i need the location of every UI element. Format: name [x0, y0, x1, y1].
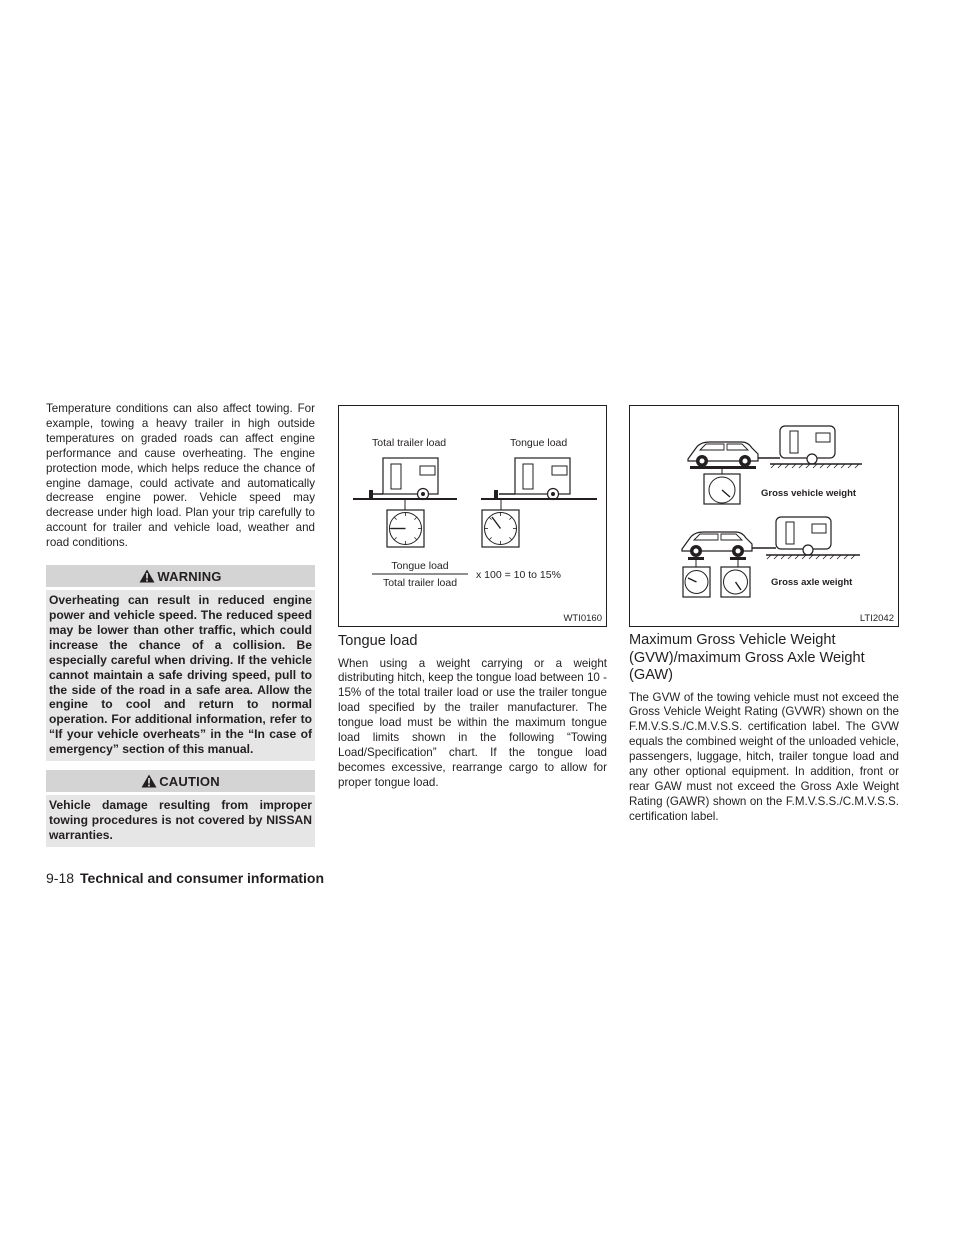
- caution-label: CAUTION: [159, 773, 220, 789]
- figure-code: LTI2042: [859, 613, 894, 624]
- car-top-icon: [688, 442, 758, 467]
- trailer-top-icon: [780, 426, 835, 464]
- trailer-left-icon: [369, 458, 438, 500]
- gaw-label: Gross axle weight: [771, 577, 853, 588]
- scale-right-icon: [482, 499, 519, 547]
- tongue-load-paragraph: When using a weight carrying or a weight distributing hitch, keep the tongue load between 10 - 15% of the total trailer load or use the trailer tongue load specified by the trailer manufacturer. The tongue load must be within the maximum tongue load limits shown in the following “Towing Load/Specification” chart. If the tongue load becomes excessive, rearrange cargo to allow for proper tongue load.: [338, 656, 607, 789]
- tongue-load-label: Tongue load: [510, 437, 568, 449]
- scale-rear-axle-icon: [721, 560, 750, 597]
- total-trailer-load-label: Total trailer load: [372, 437, 447, 449]
- trailer-right-icon: [494, 458, 570, 500]
- chapter-title: Technical and consumer information: [80, 870, 325, 886]
- fraction-denominator: Total trailer load: [382, 577, 458, 589]
- warning-label: WARNING: [157, 568, 222, 584]
- car-bottom-icon: [682, 532, 752, 557]
- warning-text: Overheating can result in reduced engine power and vehicle speed. The reduced speed may be lower than other traffic, which could increase the chance of a collision. Be especially careful when driving. If the vehicle cannot maintain a safe driving speed, pull to the side of the road in a safe area. Allow the engine to cool and return to normal operation. For additional information, refer to “If your vehicle overheats” in the “In case of emergency” section of this manual.: [46, 590, 315, 761]
- tongue-load-figure: [338, 405, 607, 627]
- gvw-gaw-figure: [629, 405, 899, 627]
- middle-column: [338, 405, 607, 791]
- page-number: 9-18: [46, 870, 75, 886]
- page-footer: [46, 870, 324, 886]
- right-column: [629, 405, 899, 825]
- tongue-load-diagram: [339, 406, 606, 626]
- left-column: [46, 402, 315, 847]
- scale-gvw-icon: [704, 469, 740, 504]
- gvw-gaw-paragraph: The GVW of the towing vehicle must not exceed the Gross Vehicle Weight Rating (GVWR) shown on the F.M.V.S.S./C.M.V.S.S. certification label. The GVW equals the combined weight of the unloaded vehicle, passengers, luggage, hitch, trailer tongue load and any other optional equipment. In addition, front or rear GAW must not exceed the Gross Axle Weight Rating (GAWR) shown on the F.M.V.S.S./C.M.V.S.S. certification label.: [629, 690, 899, 823]
- caution-header: [46, 770, 315, 792]
- figure-code: WTI0160: [563, 613, 602, 624]
- gvw-label: Gross vehicle weight: [761, 488, 857, 499]
- scale-front-axle-icon: [683, 560, 710, 597]
- caution-triangle-icon: [141, 774, 157, 788]
- gvw-gaw-diagram: [630, 406, 898, 626]
- gvw-gaw-heading: Maximum Gross Vehicle Weight (GVW)/maximum Gross Axle Weight (GAW): [629, 632, 865, 683]
- trailer-bottom-icon: [776, 517, 831, 555]
- scale-left-icon: [387, 499, 424, 547]
- tongue-load-formula: x 100 = 10 to 15%: [476, 569, 561, 581]
- tongue-load-heading: Tongue load: [338, 633, 418, 649]
- warning-header: [46, 565, 315, 587]
- caution-text: Vehicle damage resulting from improper towing procedures is not covered by NISSAN warranties.: [46, 795, 315, 847]
- fraction-numerator: Tongue load: [391, 560, 449, 572]
- intro-paragraph: Temperature conditions can also affect towing. For example, towing a heavy trailer in high outside temperatures on graded roads can affect engine performance and cause overheating. The engine protection mode, which helps reduce the chance of engine damage, could activate and automatically decrease engine power. Vehicle speed may decrease under high load. Plan your trip carefully to account for trailer and vehicle load, weather and road conditions.: [46, 402, 315, 550]
- warning-triangle-icon: [139, 569, 155, 583]
